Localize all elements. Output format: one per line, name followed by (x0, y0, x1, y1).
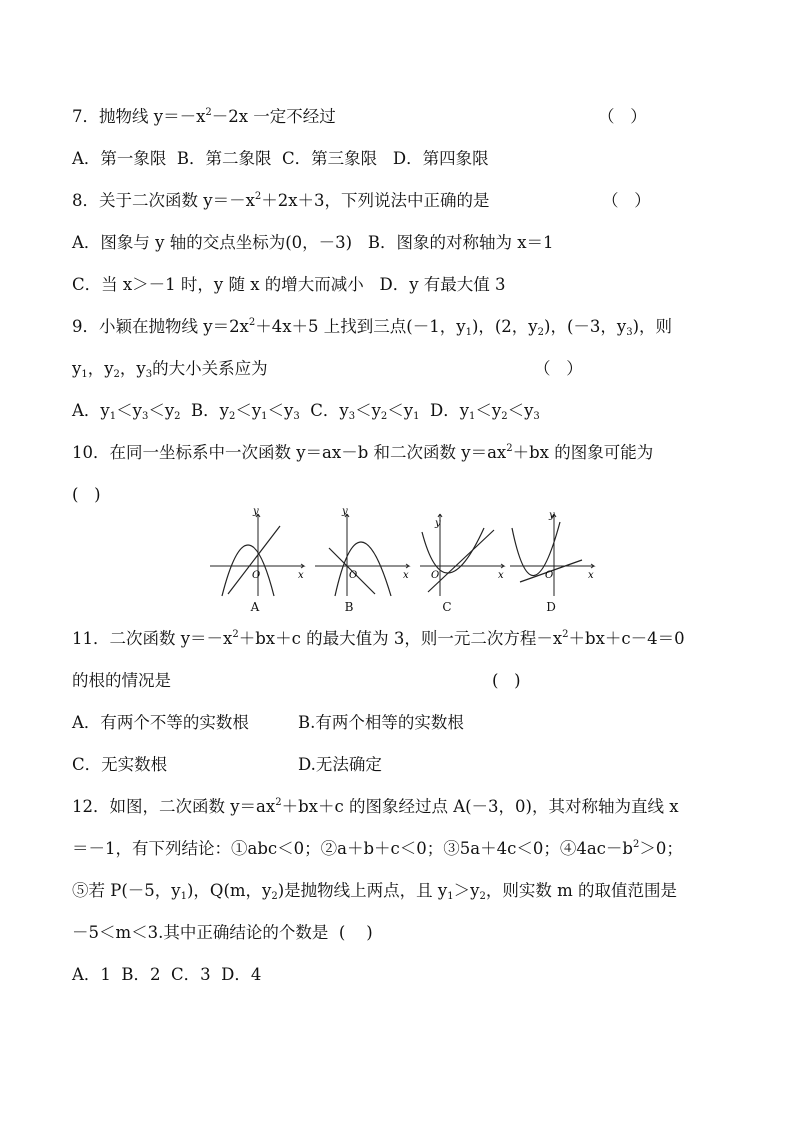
q11-answer-paren: ( ) (492, 671, 521, 690)
axis-label-x: x (588, 570, 594, 581)
origin-label: O (252, 570, 261, 581)
q9-answer-paren: （ ） (534, 359, 583, 378)
q8-answer-paren: （ ） (602, 191, 651, 210)
origin-label: O (431, 570, 440, 581)
q10-answer-paren: ( ) (72, 485, 101, 504)
q12-stem-line1: 12．如图，二次函数 $y=ax^2+bx+c$ 的图象经过点 A(－3，0)，其对称轴为直线 x (72, 797, 679, 816)
axis-label-y: y (253, 508, 259, 517)
q10-figure-label-a: A (250, 600, 260, 614)
origin-label: O (349, 570, 358, 581)
q9-stem-line1: 9．小颖在抛物线 $y=2x^2+4x+5$ 上找到三点(－1，$y_1$)，(2，$y_2$)，(－3，$y_3$)，则 (72, 317, 673, 338)
q10-figure-b (313, 508, 413, 598)
q10-figure-label-d: D (546, 600, 556, 614)
q8-options-cd: C．当 x＞－1 时，y 随 x 的增大而减小 D．y 有最大值 3 (72, 275, 506, 294)
q9-options: A．$y_1<y_3<y_2$ B．$y_2<y_1<y_3$ C．$y_3<y_2<y_1$ D．$y_1<y_2<y_3$ (72, 401, 540, 422)
q11-stem-line1: 11．二次函数 $y=-x^2+bx+c$ 的最大值为 3，则一元二次方程$-x^2+bx+c-4=0$ (72, 629, 685, 648)
q12-stem-line3: ⑤若 P(－5，$y_1$)，Q(m，$y_2$)是抛物线上两点，且 $y_1>y_2$，则实数 m 的取值范围是 (72, 881, 677, 902)
q11-option-b: B.有两个相等的实数根 (298, 713, 464, 732)
q10-figure-a (208, 508, 308, 598)
q12-stem-line4: －5＜m＜3.其中正确结论的个数是 ( ) (72, 923, 373, 942)
q7-answer-paren: （ ） (598, 107, 647, 126)
q10-figure-label-b: B (344, 600, 354, 614)
axis-label-x: x (403, 570, 409, 581)
axis-label-x: x (498, 570, 504, 581)
q11-option-d: D.无法确定 (298, 755, 382, 774)
axis-label-y: y (342, 508, 348, 517)
q11-option-a: A．有两个不等的实数根 (72, 713, 249, 732)
q7-options: A．第一象限 B．第二象限 C．第三象限 D．第四象限 (72, 149, 489, 168)
q10-figure-label-c: C (442, 600, 452, 614)
axis-label-y: y (549, 510, 555, 521)
q10-figure-d (508, 508, 598, 598)
q10-figures (208, 508, 598, 620)
q12-options: A．1 B．2 C．3 D．4 (72, 965, 262, 984)
axis-label-y: y (435, 518, 441, 529)
q9-stem-line2: $y_1$，$y_2$，$y_3$的大小关系应为 (72, 359, 268, 380)
q8-options-ab: A．图象与 y 轴的交点坐标为(0，－3) B．图象的对称轴为 x＝1 (72, 233, 554, 252)
q10-figure-c (418, 508, 508, 598)
q8-stem: 8．关于二次函数 $y=-x^2+2x+3$，下列说法中正确的是 (72, 191, 490, 210)
q11-option-c: C．无实数根 (72, 755, 168, 774)
axis-label-x: x (298, 570, 304, 581)
q7-stem: 7．抛物线 $y=-x^2-2x$ 一定不经过 (72, 107, 336, 126)
q12-stem-line2: ＝－1，有下列结论：①abc＜0；②a＋b＋c＜0；③5a＋4c＜0；$④4ac-b^2>0$； (72, 839, 683, 858)
origin-label: O (545, 570, 554, 581)
q11-stem-line2: 的根的情况是 (72, 671, 171, 690)
q10-stem-line1: 10．在同一坐标系中一次函数 y＝ax－b 和二次函数 $y=ax^2+bx$ 的图象可能为 (72, 443, 654, 462)
